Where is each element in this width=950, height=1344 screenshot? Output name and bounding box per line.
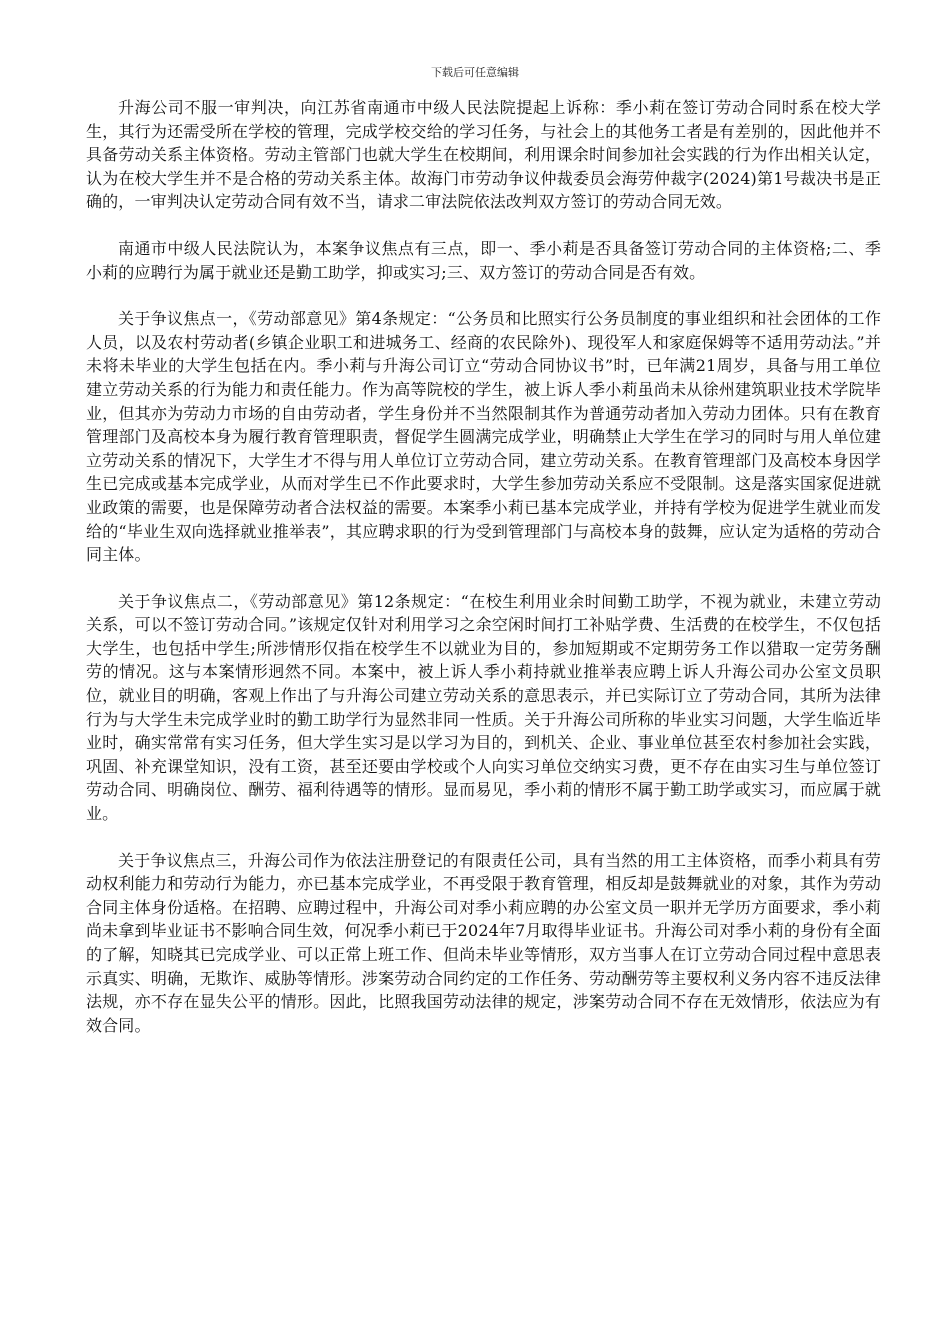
paragraph-appeal: 升海公司不服一审判决，向江苏省南通市中级人民法院提起上诉称：季小莉在签订劳动合同时系在校大学生，其行为还需受所在学校的管理，完成学校交给的学习任务，与社会上的其他务工者是有差别的，因此他并不具备劳动关系主体资格。劳动主管部门也就大学生在校期间，利用课余时间参加社会实践的行为作出相关认定，认为在校大学生并不是合格的劳动关系主体。故海门市劳动争议仲裁委员会海劳仲裁字(2024)第1号裁决书是正确的，一审判决认定劳动合同有效不当，请求二审法院依法改判双方签订的劳动合同无效。 xyxy=(86,98,881,212)
paragraph-issue-three: 关于争议焦点三，升海公司作为依法注册登记的有限责任公司，具有当然的用工主体资格，而季小莉具有劳动权利能力和劳动行为能力，亦已基本完成学业，不再受限于教育管理，相反却是鼓舞就业的对象，其作为劳动合同主体身份适格。在招聘、应聘过程中，升海公司对季小莉应聘的办公室文员一职并无学历方面要求，季小莉尚未拿到毕业证书不影响合同生效，何况季小莉已于2024年7月取得毕业证书。升海公司对季小莉的身份有全面的了解，知晓其已完成学业、可以正常上班工作、但尚未毕业等情形，双方当事人在订立劳动合同过程中意思表示真实、明确，无欺诈、威胁等情形。涉案劳动合同约定的工作任务、劳动酬劳等主要权利义务内容不违反法律法规，亦不存在显失公平的情形。因此，比照我国劳动法律的规定，涉案劳动合同不存在无效情形，依法应为有效合同。 xyxy=(86,850,881,1035)
paragraph-issue-two: 关于争议焦点二，《劳动部意见》第12条规定：“在校生利用业余时间勤工助学，不视为就业，未建立劳动关系，可以不签订劳动合同。”该规定仅针对利用学习之余空闲时间打工补贴学费、生活费的在校学生，不仅包括大学生，也包括中学生;所涉情形仅指在校学生不以就业为目的，参加短期或不定期劳务工作以猎取一定劳务酬劳的情况。这与本案情形迥然不同。本案中，被上诉人季小莉持就业推举表应聘上诉人升海公司办公室文员职位，就业目的明确，客观上作出了与升海公司建立劳动关系的意思表示，并已实际订立了劳动合同，其所为法律行为与大学生未完成学业时的勤工助学行为显然非同一性质。关于升海公司所称的毕业实习问题，大学生临近毕业时，确实常常有实习任务，但大学生实习是以学习为目的，到机关、企业、事业单位甚至农村参加社会实践，巩固、补充课堂知识，没有工资，甚至还要由学校或个人向实习单位交纳实习费，更不存在由实习生与单位签订劳动合同、明确岗位、酬劳、福利待遇等的情形。显而易见，季小莉的情形不属于勤工助学或实习，而应属于就业。 xyxy=(86,591,881,824)
paragraph-court-issues: 南通市中级人民法院认为，本案争议焦点有三点，即一、季小莉是否具备签订劳动合同的主体资格;二、季小莉的应聘行为属于就业还是勤工助学，抑或实习;三、双方签订的劳动合同是否有效。 xyxy=(86,238,881,282)
page-header-note: 下载后可任意编辑 xyxy=(431,66,519,79)
document-body xyxy=(86,96,881,1060)
paragraph-issue-one: 关于争议焦点一，《劳动部意见》第4条规定：“公务员和比照实行公务员制度的事业组织和社会团体的工作人员，以及农村劳动者(乡镇企业职工和进城务工、经商的农民除外)、现役军人和家庭保姆等不适用劳动法。”并未将未毕业的大学生包括在内。季小莉与升海公司订立“劳动合同协议书”时，已年满21周岁，具备与用工单位建立劳动关系的行为能力和责任能力。作为高等院校的学生，被上诉人季小莉虽尚未从徐州建筑职业技术学院毕业，但其亦为劳动力市场的自由劳动者，学生身份并不当然限制其作为普通劳动者加入劳动力团体。只有在教育管理部门及高校本身为履行教育管理职责，督促学生圆满完成学业，明确禁止大学生在学习的同时与用人单位建立劳动关系的情况下，大学生才不得与用人单位订立劳动合同，建立劳动关系。在教育管理部门及高校本身因学生已完成或基本完成学业，从而对学生已不作此要求时，大学生参加劳动关系应不受限制。这是落实国家促进就业政策的需要，也是保障劳动者合法权益的需要。本案季小莉已基本完成学业，并持有学校为促进学生就业而发给的“毕业生双向选择就业推举表”，其应聘求职的行为受到管理部门与高校本身的鼓舞，应认定为适格的劳动合同主体。 xyxy=(86,309,881,565)
